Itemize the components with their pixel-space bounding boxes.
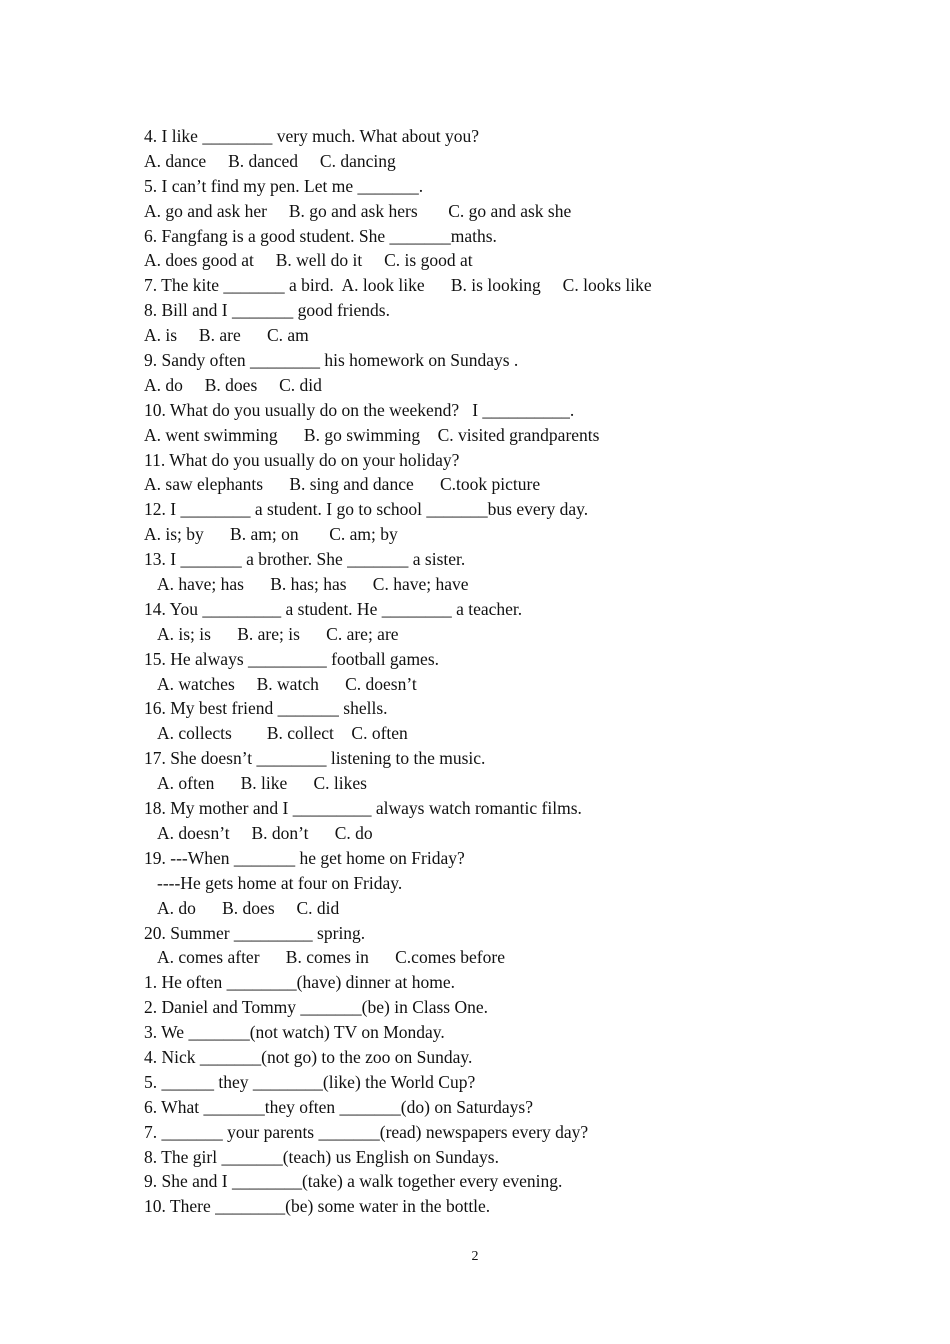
text-line: ----He gets home at four on Friday. bbox=[157, 872, 403, 893]
text-line: 10. What do you usually do on the weekend? I __________. bbox=[144, 399, 575, 420]
text-line: 14. You _________ a student. He ________ a teacher. bbox=[144, 598, 523, 619]
text-line: A. collects B. collect C. often bbox=[157, 723, 408, 744]
text-line: 5. I can’t find my pen. Let me _______. bbox=[144, 175, 424, 196]
text-line: 6. What _______they often _______(do) on Saturdays? bbox=[144, 1096, 533, 1117]
text-line: 6. Fangfang is a good student. She _______maths. bbox=[144, 225, 497, 246]
text-line: 9. She and I ________(take) a walk together every evening. bbox=[144, 1171, 563, 1192]
text-line: A. went swimming B. go swimming C. visited grandparents bbox=[144, 424, 600, 445]
text-line: 9. Sandy often ________ his homework on Sundays . bbox=[144, 350, 519, 371]
text-line: A. do B. does C. did bbox=[157, 897, 340, 918]
text-line: A. have; has B. has; has C. have; have bbox=[157, 574, 469, 595]
text-line: 4. Nick _______(not go) to the zoo on Sunday. bbox=[144, 1046, 473, 1067]
text-line: A. is B. are C. am bbox=[144, 325, 309, 346]
text-line: 10. There ________(be) some water in the bottle. bbox=[144, 1196, 491, 1217]
text-line: A. comes after B. comes in C.comes before bbox=[157, 947, 505, 968]
text-line: A. does good at B. well do it C. is good at bbox=[144, 250, 473, 271]
text-line: 4. I like ________ very much. What about you? bbox=[144, 126, 480, 146]
exercise-text bbox=[144, 124, 844, 1219]
text-line: 7. _______ your parents _______(read) newspapers every day? bbox=[144, 1121, 589, 1142]
text-line: 17. She doesn’t ________ listening to the music. bbox=[144, 748, 486, 769]
text-line: A. often B. like C. likes bbox=[157, 773, 367, 794]
text-line: 1. He often ________(have) dinner at home. bbox=[144, 972, 456, 993]
text-line: 11. What do you usually do on your holiday? bbox=[144, 449, 460, 470]
text-line: 3. We _______(not watch) TV on Monday. bbox=[144, 1022, 445, 1043]
text-line: 13. I _______ a brother. She _______ a sister. bbox=[144, 549, 466, 570]
text-line: A. go and ask her B. go and ask hers C. go and ask she bbox=[144, 200, 572, 221]
text-line: 20. Summer _________ spring. bbox=[144, 922, 366, 943]
text-line: A. saw elephants B. sing and dance C.took picture bbox=[144, 474, 541, 495]
text-line: 18. My mother and I _________ always watch romantic films. bbox=[144, 798, 582, 819]
text-line: 15. He always _________ football games. bbox=[144, 648, 440, 669]
text-line: 5. ______ they ________(like) the World Cup? bbox=[144, 1071, 476, 1092]
text-line: A. is; by B. am; on C. am; by bbox=[144, 524, 398, 545]
text-line: 16. My best friend _______ shells. bbox=[144, 698, 388, 719]
text-line: A. dance B. danced C. dancing bbox=[144, 150, 396, 171]
text-line: A. do B. does C. did bbox=[144, 374, 322, 395]
page-number: 2 bbox=[471, 1249, 479, 1264]
text-line: 8. The girl _______(teach) us English on Sundays. bbox=[144, 1146, 499, 1167]
text-line: A. is; is B. are; is C. are; are bbox=[157, 623, 399, 644]
text-line: 8. Bill and I _______ good friends. bbox=[144, 300, 390, 321]
text-line: 12. I ________ a student. I go to school _______bus every day. bbox=[144, 499, 589, 520]
text-line: 19. ---When _______ he get home on Friday? bbox=[144, 847, 465, 868]
text-line: A. watches B. watch C. doesn’t bbox=[157, 673, 417, 694]
text-line: A. doesn’t B. don’t C. do bbox=[157, 822, 373, 843]
text-line: 2. Daniel and Tommy _______(be) in Class One. bbox=[144, 997, 489, 1018]
text-line: 7. The kite _______ a bird. A. look like B. is looking C. looks like bbox=[144, 275, 652, 296]
